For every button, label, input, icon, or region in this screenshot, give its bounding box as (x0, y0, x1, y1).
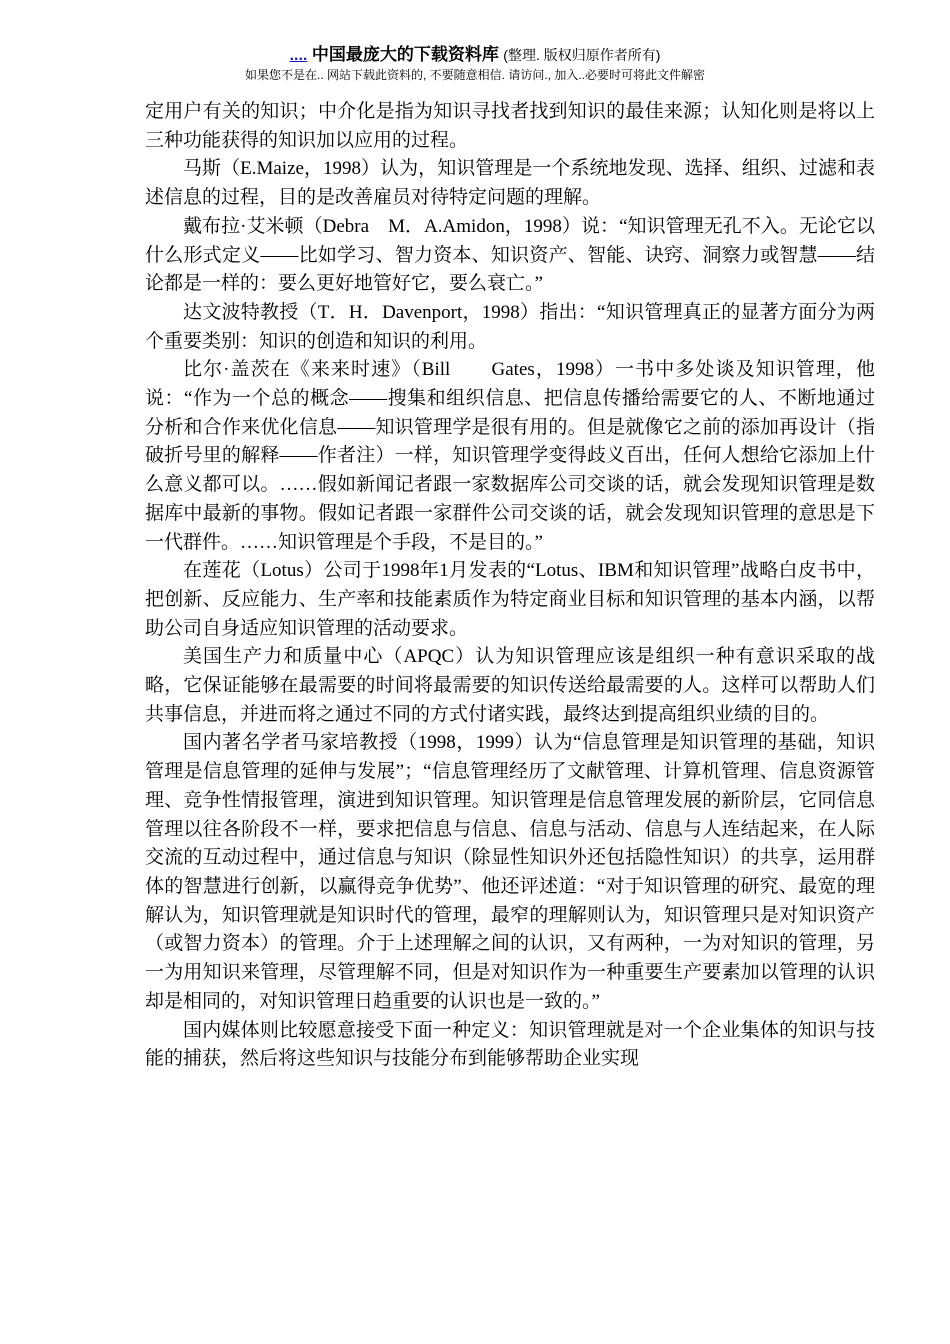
paragraph: 美国生产力和质量中心（APQC）认为知识管理应该是组织一种有意识采取的战略，它保证能够在最需要的时间将最需要的知识传送给最需要的人。这样可以帮助人们共事信息，并进而将之通过不同的方式付诸实践，最终达到提高组织业绩的目的。 (145, 646, 875, 725)
paragraph: 在莲花（Lotus）公司于1998年1月发表的“Lotus、IBM和知识管理”战略白皮书中，把创新、反应能力、生产率和技能素质作为特定商业目标和知识管理的基本内涵，以帮助公司自身适应知识管理的活动要求。 (145, 560, 875, 639)
header-copyright-note: (整理. 版权归原作者所有) (503, 47, 661, 63)
paragraph: 国内媒体则比较愿意接受下面一种定义：知识管理就是对一个企业集体的知识与技能的捕获，然后将这些知识与技能分布到能够帮助企业实现 (145, 1019, 875, 1070)
paragraph: 戴布拉·艾米顿（Debra M．A.Amidon，1998）说：“知识管理无孔不入。无论它以什么形式定义——比如学习、智力资本、知识资产、智能、诀窍、洞察力或智慧——结论都是一样的：要么更好地管好它，要么衰亡。” (145, 215, 875, 295)
header-site-title: 中国最庞大的下载资料库 (311, 45, 499, 64)
header-link[interactable]: .... (289, 47, 308, 64)
paragraph: 比尔·盖茨在《来来时速》（Bill Gates，1998）一书中多处谈及知识管理，他说：“作为一个总的概念——搜集和组织信息、把信息传播给需要它的人、不断地通过分析和合作来优化信息——知识管理学是很有用的。但是就像它之前的添加再设计（指破折号里的解释——作者注）一样，知识管理学变得歧义百出，任何人想给它添加上什么意义都可以。……假如新闻记者跟一家数据库公司交谈的话，就会发现知识管理是数据库中最新的事物。假如记者跟一家群件公司交谈的话，就会发现知识管理的意思是下一代群件。……知识管理是个手段，不是目的。” (145, 359, 875, 553)
paragraph: 达文波特教授（T．H．Davenport，1998）指出：“知识管理真正的显著方面分为两个重要类别：知识的创造和知识的利用。 (145, 301, 875, 352)
watermark-header (0, 44, 950, 66)
paragraph: 国内著名学者马家培教授（1998，1999）认为“信息管理是知识管理的基础，知识管理是信息管理的延伸与发展”；“信息管理经历了文献管理、计算机管理、信息资源管理、竞争性情报管理，演进到知识管理。知识管理是信息管理发展的新阶层，它同信息管理以往各阶段不一样，要求把信息与信息、信息与活动、信息与人连结起来，在人际交流的互动过程中，通过信息与知识（除显性知识外还包括隐性知识）的共享，运用群体的智慧进行创新，以赢得竞争优势”、他还评述道：“对于知识管理的研究、最宽的理解认为，知识管理就是知识时代的管理，最窄的理解则认为，知识管理只是对知识资产（或智力资本）的管理。介于上述理解之间的认识，又有两种，一为对知识的管理，另一为用知识来管理，尽管理解不同，但是对知识作为一种重要生产要素加以管理的认识却是相同的，对知识管理日趋重要的认识也是一致的。” (145, 732, 875, 1012)
paragraph: 马斯（E.Maize，1998）认为，知识管理是一个系统地发现、选择、组织、过滤和表述信息的过程，目的是改善雇员对待特定问题的理解。 (145, 158, 875, 209)
paragraph-continued: 定用户有关的知识；中介化是指为知识寻找者找到知识的最佳来源；认知化则是将以上三种功能获得的知识加以应用的过程。 (145, 101, 875, 151)
body-text (145, 98, 875, 1074)
header-disclaimer: 如果您不是在.. 网站下载此资料的, 不要随意相信. 请访问., 加入..必要时可将此文件解密 (244, 68, 705, 82)
